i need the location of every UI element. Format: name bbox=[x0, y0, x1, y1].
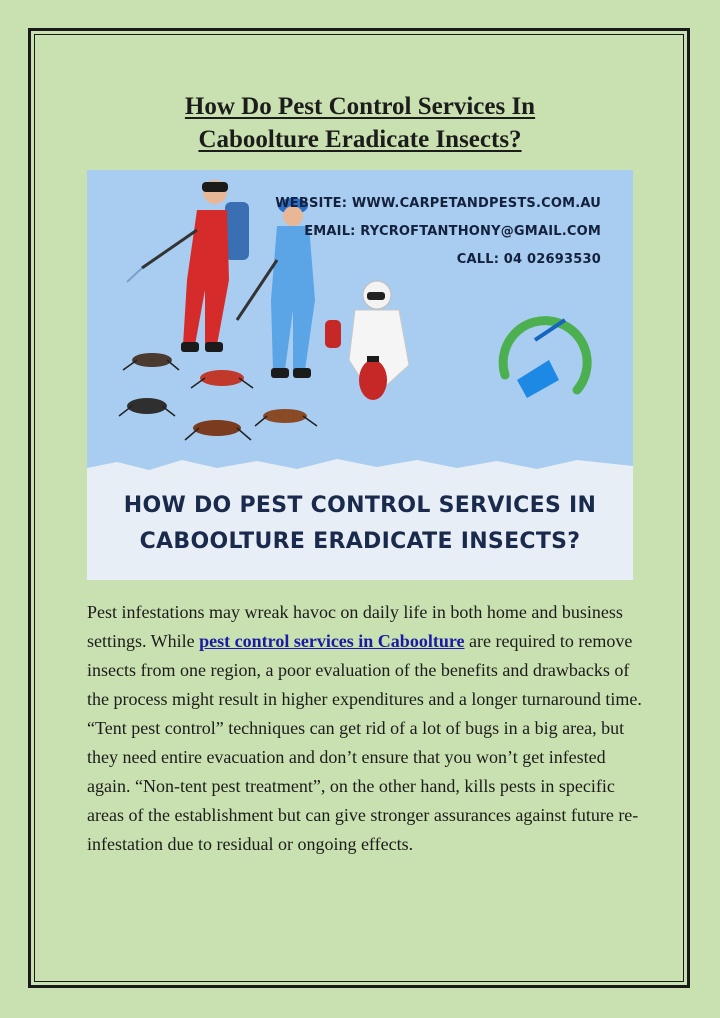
paragraph-text-after-link: are required to remove insects from one region, a poor evaluation of the benefits and drawbacks of the process might result in higher expenditures and a longer turnaround time. “Tent pest control” techniques can get rid of a lot of bugs in a big area, but they need entire evacuation and don’t ensure that you won’t get infested again. “Non-tent pest treatment”, on the other hand, kills pests in specific areas of the establishment but can give stronger assurances against future re-infestation due to residual or ongoing effects. bbox=[87, 631, 642, 854]
pest-control-link[interactable]: pest control services in Caboolture bbox=[199, 631, 465, 651]
banner-caption-line-2: CABOOLTURE ERADICATE INSECTS? bbox=[139, 529, 581, 554]
banner-image bbox=[87, 170, 633, 580]
title-line-1: How Do Pest Control Services In bbox=[184, 93, 536, 120]
banner-caption bbox=[87, 488, 633, 560]
banner-website: WEBSITE: WWW.CARPETANDPESTS.COM.AU bbox=[275, 196, 601, 211]
banner-caption-line-1: HOW DO PEST CONTROL SERVICES IN bbox=[123, 493, 597, 518]
page-title bbox=[60, 90, 660, 156]
paragraph-text-before-link: Pest infestations may wreak havoc on daily life in both home and business settings. While bbox=[87, 602, 623, 651]
banner-email: EMAIL: RYCROFTANTHONY@GMAIL.COM bbox=[304, 224, 601, 239]
title-line-2: Caboolture Eradicate Insects? bbox=[198, 126, 522, 153]
banner-phone: CALL: 04 02693530 bbox=[456, 252, 601, 267]
article-paragraph bbox=[87, 598, 647, 859]
